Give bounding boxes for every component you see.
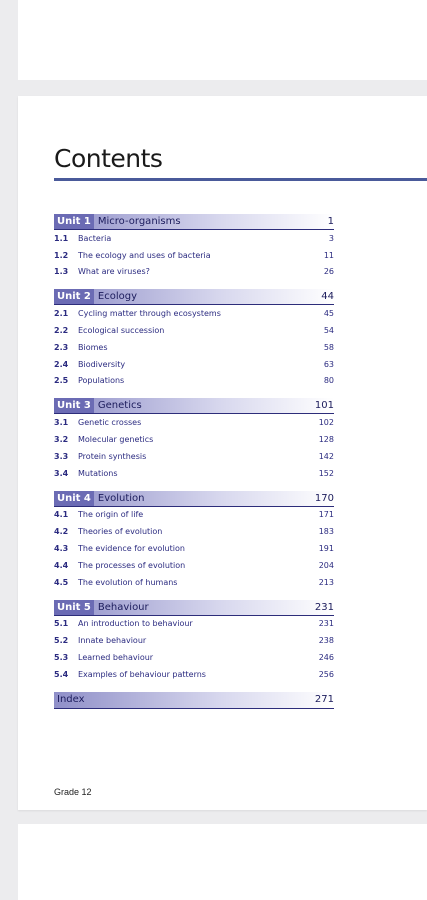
section-number: 2.4 (54, 359, 69, 369)
section-title: Theories of evolution (78, 527, 163, 537)
section-page-number: 183 (318, 527, 334, 537)
section-title: The processes of evolution (78, 560, 186, 570)
section-page-number: 256 (318, 669, 334, 679)
section-number: 1.3 (54, 267, 69, 277)
section-page-number: 102 (318, 418, 334, 428)
toc-section-row[interactable] (54, 264, 334, 281)
table-of-contents (54, 214, 334, 709)
section-number: 2.2 (54, 326, 69, 336)
unit-label: Unit 5 (54, 600, 94, 615)
unit-title: Evolution (97, 492, 145, 504)
section-page-number: 204 (318, 560, 334, 570)
section-number: 4.1 (54, 510, 69, 520)
section-number: 4.2 (54, 527, 69, 537)
section-page-number: 26 (323, 267, 334, 277)
previous-page (18, 0, 427, 80)
section-title: Cycling matter through ecosystems (78, 309, 221, 319)
unit-title: Behaviour (97, 601, 149, 613)
section-number: 1.1 (54, 233, 69, 243)
title-rule (54, 178, 427, 181)
unit-block (54, 398, 334, 481)
next-page (18, 824, 427, 900)
section-page-number: 152 (318, 468, 334, 478)
unit-label: Unit 4 (54, 491, 94, 506)
section-title: The ecology and uses of bacteria (78, 250, 211, 260)
section-number: 2.1 (54, 309, 69, 319)
section-number: 2.3 (54, 342, 69, 352)
section-page-number: 246 (318, 653, 334, 663)
unit-header[interactable] (54, 214, 334, 230)
section-number: 3.3 (54, 451, 69, 461)
section-page-number: 171 (318, 510, 334, 520)
toc-section-row[interactable] (54, 448, 334, 465)
toc-section-row[interactable] (54, 322, 334, 339)
toc-section-row[interactable] (54, 574, 334, 591)
section-page-number: 231 (318, 619, 334, 629)
unit-header[interactable] (54, 289, 334, 305)
section-title: Molecular genetics (78, 435, 154, 445)
section-title: What are viruses? (78, 267, 150, 277)
section-title: The origin of life (78, 510, 144, 520)
toc-section-row[interactable] (54, 230, 334, 247)
unit-block (54, 600, 334, 683)
section-number: 2.5 (54, 376, 69, 386)
section-number: 1.2 (54, 250, 69, 260)
toc-section-row[interactable] (54, 507, 334, 524)
unit-header[interactable] (54, 398, 334, 414)
section-page-number: 63 (323, 359, 334, 369)
section-page-number: 54 (323, 326, 334, 336)
toc-section-row[interactable] (54, 666, 334, 683)
section-number: 5.1 (54, 619, 69, 629)
unit-page-number: 1 (327, 216, 334, 227)
section-number: 4.4 (54, 560, 69, 570)
page-footer: Grade 12 (54, 787, 92, 797)
section-page-number: 45 (323, 309, 334, 319)
toc-section-row[interactable] (54, 632, 334, 649)
unit-block (54, 214, 334, 280)
section-page-number: 3 (328, 233, 334, 243)
unit-page-number: 44 (321, 291, 334, 303)
unit-label: Unit 2 (54, 289, 94, 304)
section-number: 3.1 (54, 418, 69, 428)
toc-section-row[interactable] (54, 373, 334, 390)
unit-block (54, 289, 334, 389)
unit-label: Unit 1 (54, 214, 94, 229)
toc-section-row[interactable] (54, 305, 334, 322)
section-number: 5.4 (54, 669, 69, 679)
unit-label: Unit 3 (54, 398, 94, 413)
toc-section-row[interactable] (54, 616, 334, 633)
toc-section-row[interactable] (54, 247, 334, 264)
unit-page-number: 101 (314, 400, 334, 412)
toc-section-row[interactable] (54, 356, 334, 373)
document-page (18, 96, 427, 810)
page-title: Contents (54, 144, 163, 173)
unit-header[interactable] (54, 600, 334, 616)
toc-section-row[interactable] (54, 649, 334, 666)
toc-section-row[interactable] (54, 339, 334, 356)
toc-index-row[interactable] (54, 692, 334, 709)
unit-page-number: 231 (314, 601, 334, 613)
section-page-number: 142 (318, 451, 334, 461)
section-title: Protein synthesis (78, 451, 147, 461)
toc-section-row[interactable] (54, 557, 334, 574)
unit-block (54, 491, 334, 591)
section-title: Genetic crosses (78, 418, 142, 428)
unit-title: Genetics (97, 400, 142, 412)
unit-page-number: 170 (314, 492, 334, 504)
section-number: 4.5 (54, 577, 69, 587)
section-number: 3.2 (54, 435, 69, 445)
section-title: Bacteria (78, 233, 112, 243)
section-page-number: 128 (318, 435, 334, 445)
index-label: Index (57, 694, 85, 706)
section-page-number: 80 (323, 376, 334, 386)
toc-section-row[interactable] (54, 414, 334, 431)
section-title: Examples of behaviour patterns (78, 669, 206, 679)
section-title: Innate behaviour (78, 636, 147, 646)
section-title: The evolution of humans (78, 577, 178, 587)
section-title: Biodiversity (78, 359, 126, 369)
toc-section-row[interactable] (54, 431, 334, 448)
unit-title: Ecology (97, 291, 137, 303)
section-title: Ecological succession (78, 326, 165, 336)
unit-title: Micro-organisms (97, 216, 181, 227)
index-page-number: 271 (314, 694, 334, 706)
section-title: Populations (78, 376, 125, 386)
section-title: The evidence for evolution (78, 544, 185, 554)
section-page-number: 11 (323, 250, 334, 260)
toc-section-row[interactable] (54, 540, 334, 557)
section-page-number: 58 (323, 342, 334, 352)
section-number: 3.4 (54, 468, 69, 478)
unit-list (54, 214, 334, 683)
toc-section-row[interactable] (54, 523, 334, 540)
section-title: Mutations (78, 468, 118, 478)
section-number: 4.3 (54, 544, 69, 554)
section-page-number: 191 (318, 544, 334, 554)
section-page-number: 213 (318, 577, 334, 587)
section-page-number: 238 (318, 636, 334, 646)
section-title: Learned behaviour (78, 653, 154, 663)
toc-section-row[interactable] (54, 465, 334, 482)
section-number: 5.2 (54, 636, 69, 646)
section-number: 5.3 (54, 653, 69, 663)
section-title: An introduction to behaviour (78, 619, 193, 629)
unit-header[interactable] (54, 491, 334, 507)
section-title: Biomes (78, 342, 108, 352)
